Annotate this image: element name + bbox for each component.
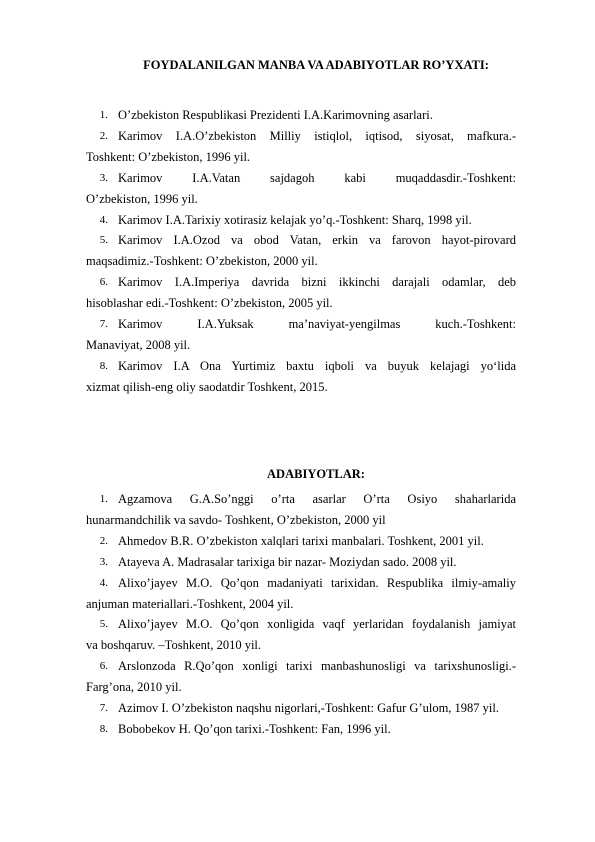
list-item-text: Alixo’jayev M.O. Qo’qon madaniyati tarixidan. Respublika ilmiy-amaliy xyxy=(118,575,516,590)
list-item-number: 2. xyxy=(99,129,108,142)
list-item-text: Karimov I.A.Vatan sajdagoh kabi muqaddasdir.-Toshkent: xyxy=(118,170,516,185)
list-item-number: 3. xyxy=(99,171,108,184)
list-item-number: 1. xyxy=(99,493,108,505)
list-item-text: Bobobekov H. Qo’qon tarixi.-Toshkent: Fan, 1996 yil. xyxy=(118,721,391,736)
list-item-text: Karimov I.A Ona Yurtimiz baxtu iqboli va buyuk kelajagi yo‘lida xyxy=(118,358,516,373)
sources-heading: FOYDALANILGAN MANBA VA ADABIYOTLAR RO’YXATI: xyxy=(143,58,489,72)
list-item-number: 7. xyxy=(99,702,108,714)
list-item-number: 2. xyxy=(99,534,108,547)
list-item-number: 1. xyxy=(99,109,108,121)
list-item-text: Alixo’jayev M.O. Qo’qon xonligida vaqf yerlaridan foydalanish jamiyat xyxy=(118,617,516,632)
list-item-text-continued: xizmat qilish-eng oliy saodatdir Toshkent, 2015. xyxy=(86,379,328,394)
list-item-text: O’zbekiston Respublikasi Prezidenti I.A.Karimovning asarlari. xyxy=(118,108,433,122)
list-item-text: Arslonzoda R.Qo’qon xonligi tarixi manbashunosligi va tarixshunosligi.- xyxy=(118,659,516,674)
list-item-number: 4. xyxy=(99,213,108,226)
list-item-text: Karimov I.A.Tarixiy xotirasiz kelajak yo’q.-Toshkent: Sharq, 1998 yil. xyxy=(118,212,472,227)
list-item-text-continued: hisoblashar edi.-Toshkent: O’zbekiston, 2005 yil. xyxy=(86,296,333,311)
list-item-text-continued: Farg’ona, 2010 yil. xyxy=(86,680,182,695)
list-item-number: 5. xyxy=(99,234,108,247)
list-item-text-continued: Toshkent: O’zbekiston, 1996 yil. xyxy=(86,149,251,164)
list-item-text-continued: Manaviyat, 2008 yil. xyxy=(86,337,191,352)
list-item-text: Agzamova G.A.So’nggi o’rta asarlar O’rta Osiyo shaharlarida xyxy=(118,492,516,506)
list-item-text: Karimov I.A.Yuksak ma’naviyat-yengilmas kuch.-Toshkent: xyxy=(118,317,516,331)
list-item-text-continued: maqsadimiz.-Toshkent: O’zbekiston, 2000 yil. xyxy=(86,254,318,269)
list-item-number: 4. xyxy=(99,576,108,589)
list-item-text-continued: va boshqaruv. –Toshkent, 2010 yil. xyxy=(86,638,262,653)
list-item-number: 6. xyxy=(99,276,108,289)
list-item-text: Karimov I.A.Imperiya davrida bizni ikkinchi darajali odamlar, deb xyxy=(118,275,516,290)
list-item-text-continued: anjuman materiallari.-Toshkent, 2004 yil. xyxy=(86,596,294,611)
list-item-number: 8. xyxy=(99,359,108,372)
list-item-text: Karimov I.A.O’zbekiston Milliy istiqlol, iqtisod, siyosat, mafkura.- xyxy=(118,128,516,143)
list-item-number: 6. xyxy=(99,660,108,673)
list-item-number: 7. xyxy=(99,318,108,330)
list-item-text: Karimov I.A.Ozod va obod Vatan, erkin va farovon hayot-pirovard xyxy=(118,233,516,248)
list-item-number: 5. xyxy=(99,618,108,631)
list-item-text: Ahmedov B.R. O’zbekiston xalqlari tarixi manbalari. Toshkent, 2001 yil. xyxy=(118,533,484,548)
list-item-text-continued: hunarmandchilik va savdo- Toshkent, O’zbekiston, 2000 yil xyxy=(86,512,386,527)
list-item-text-continued: O’zbekiston, 1996 yil. xyxy=(86,191,198,206)
list-item-text: Azimov I. O’zbekiston naqshu nigorlari,-Toshkent: Gafur G’ulom, 1987 yil. xyxy=(118,701,499,715)
list-item-text: Atayeva A. Madrasalar tarixiga bir nazar- Moziydan sado. 2008 yil. xyxy=(118,554,457,569)
list-item-number: 8. xyxy=(99,722,108,735)
literature-heading: ADABIYOTLAR: xyxy=(267,467,365,481)
list-item-number: 3. xyxy=(99,555,108,568)
